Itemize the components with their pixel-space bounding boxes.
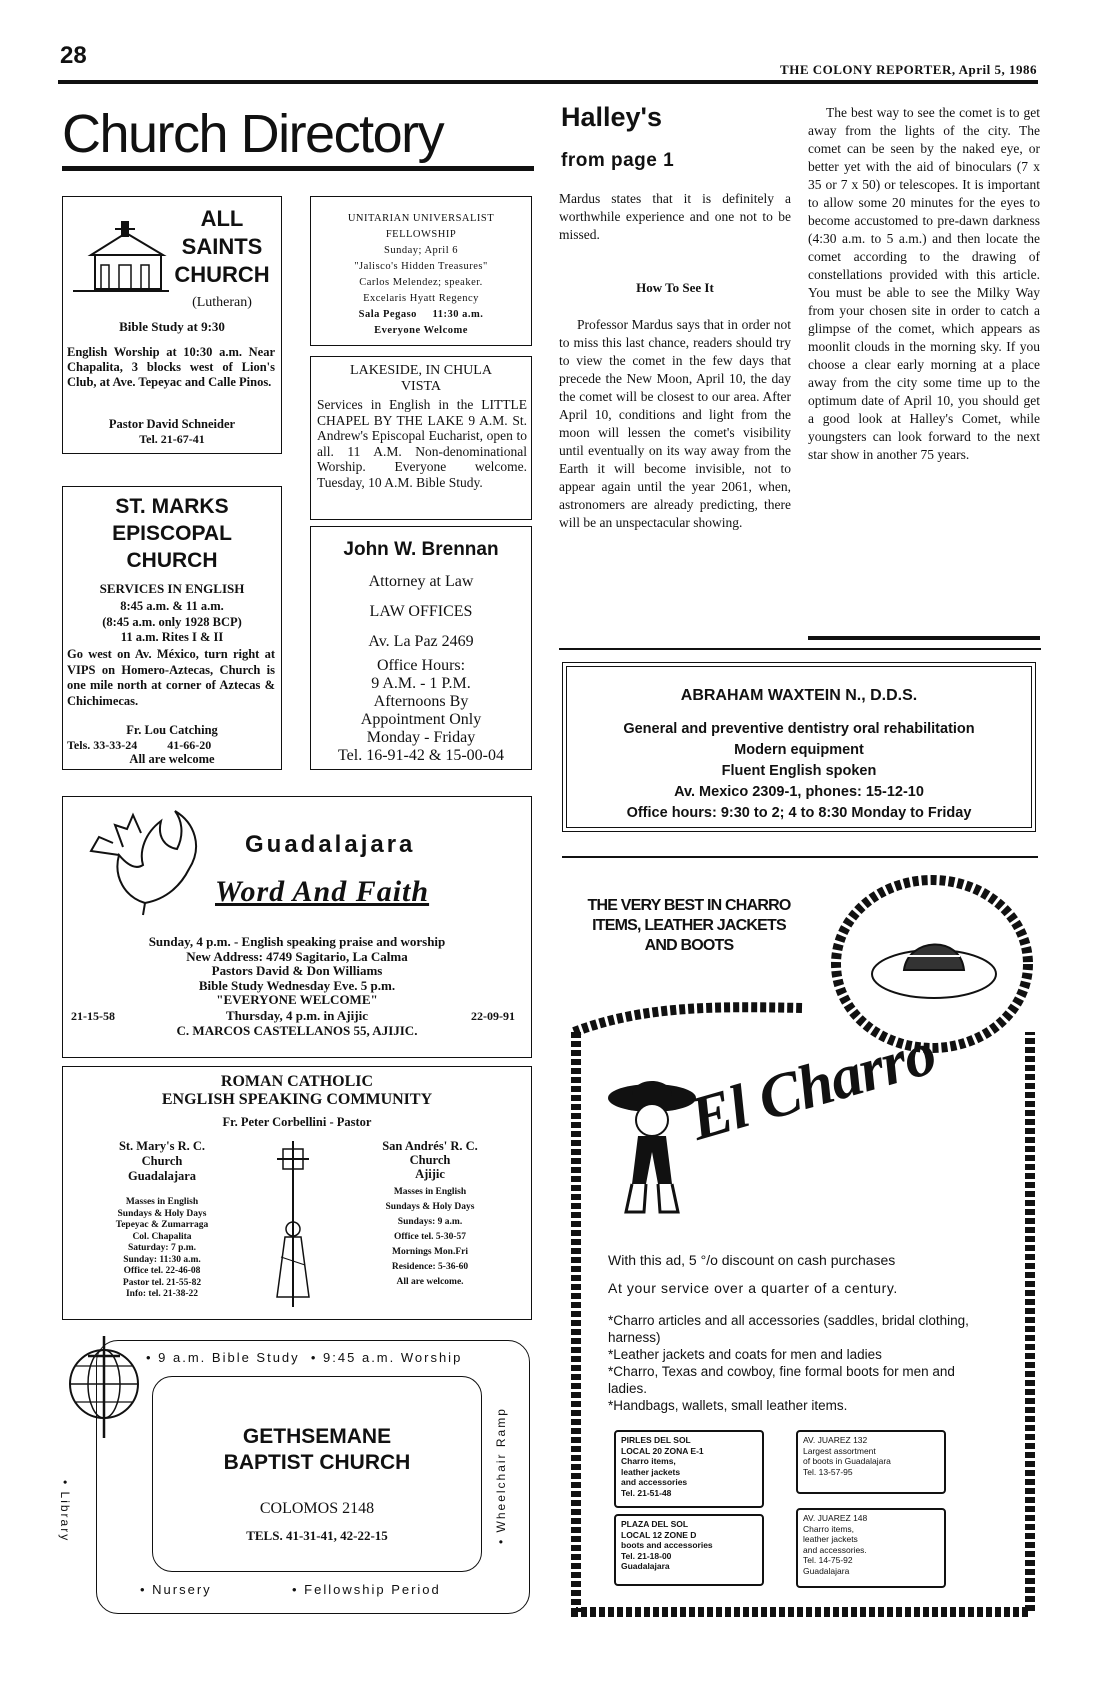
halleys-para-1: Mardus states that it is definitely a worthwhile experience and one not to be missed.: [559, 191, 791, 242]
gethsemane-tels: TELS. 41-31-41, 42-22-15: [246, 1528, 388, 1543]
brennan-tel: Tel. 16-91-42 & 15-00-04: [338, 747, 504, 764]
st-marks-name-3: CHURCH: [126, 549, 218, 572]
word-faith-l6: Thursday, 4 p.m. in Ajijic: [226, 1008, 368, 1023]
sombrero-icon: [864, 916, 1004, 1016]
page-number: 28: [60, 42, 87, 69]
store-card-2: [796, 1430, 946, 1494]
charro-headline-3: AND BOOTS: [644, 937, 734, 954]
san-andres-name-3: Ajijic: [415, 1167, 445, 1181]
store-3-l2: LOCAL 12 ZONE D: [621, 1529, 697, 1540]
brennan-appointment: Appointment Only: [360, 711, 482, 728]
lakeside-body: Services in English in the LITTLE CHAPEL BY THE LAKE 9 A.M. St. Andrew's Episcopal Eucharist, open to all. 11 A.M. Non-denominational Worship. Everyone welcome. Tuesday, 10 A.M. Bible Study.: [317, 397, 527, 490]
brennan-office: LAW OFFICES: [369, 603, 473, 620]
unitarian-l7: Everyone Welcome: [374, 325, 468, 336]
all-saints-bible-study: Bible Study at 9:30: [119, 319, 225, 334]
all-saints-denomination: (Lutheran): [192, 295, 252, 310]
st-marks-name-1: ST. MARKS: [115, 495, 229, 518]
roman-priest: Fr. Peter Corbellini - Pastor: [222, 1115, 372, 1129]
waxtein-l2: Modern equipment: [734, 742, 864, 758]
charro-discount: With this ad, 5 °/o discount on cash purchases: [608, 1252, 896, 1268]
all-saints-tel: Tel. 21-67-41: [139, 432, 205, 446]
store-4-l5: Tel. 14-75-92: [803, 1555, 853, 1565]
store-4-l4: and accessories.: [803, 1544, 867, 1555]
unitarian-l2: Sunday; April 6: [383, 245, 458, 256]
all-saints-ad: [62, 196, 282, 454]
san-andres-l7: All are welcome.: [396, 1277, 464, 1287]
charro-logo: El Charro: [682, 1019, 943, 1154]
st-marys-l7: Office tel. 22-46-08: [123, 1266, 201, 1276]
gethsemane-name-1: GETHSEMANE: [242, 1425, 392, 1448]
charro-item-2: *Leather jackets and coats for men and ladies: [608, 1347, 882, 1362]
directory-title: Church Directory: [62, 104, 444, 164]
word-faith-title-2: Word And Faith: [215, 875, 430, 908]
san-andres-l3: Sundays: 9 a.m.: [397, 1217, 463, 1227]
halleys-subhead: How To See It: [636, 280, 714, 295]
st-marys-l4: Col. Chapalita: [132, 1231, 192, 1242]
st-marys-l3: Tepeyac & Zumarraga: [115, 1220, 209, 1230]
st-marys-l6: Sunday: 11:30 a.m.: [123, 1254, 201, 1265]
store-3-l4: Tel. 21-18-00: [621, 1550, 672, 1561]
st-marks-body: Go west on Av. México, turn right at VIPS on Homero-Aztecas, Church is one mile north at corner of Aztecas & Chichimecas.: [67, 647, 275, 708]
st-marys-name-2: Church: [141, 1154, 183, 1168]
store-2-l1: AV. JUAREZ 132: [803, 1435, 868, 1445]
st-marys-l9: Info: tel. 21-38-22: [125, 1289, 199, 1299]
word-faith-l5: "EVERYONE WELCOME": [216, 992, 378, 1007]
st-marks-services: SERVICES IN ENGLISH: [99, 581, 245, 596]
gethsemane-ad: [58, 1330, 532, 1616]
store-1-l6: Tel. 21-51-48: [621, 1487, 672, 1498]
brennan-afternoons: Afternoons By: [373, 693, 469, 710]
waxtein-l5: Office hours: 9:30 to 2; 4 to 8:30 Monday to Friday: [626, 805, 972, 821]
gethsemane-address: COLOMOS 2148: [259, 1500, 375, 1517]
st-marks-welcome: All are welcome: [129, 752, 215, 766]
church-building-icon: [71, 219, 171, 297]
st-marks-note-1: (8:45 a.m. only 1928 BCP): [102, 615, 242, 629]
store-1-l4: leather jackets: [621, 1466, 681, 1477]
unitarian-l3: "Jalisco's Hidden Treasures": [354, 261, 488, 272]
store-4-l1: AV. JUAREZ 148: [803, 1513, 868, 1523]
store-1-l1: PIRLES DEL SOL: [621, 1435, 691, 1445]
st-marks-ad: [62, 486, 282, 770]
lakeside-ad: [310, 356, 532, 520]
gethsemane-ramp: • Wheelchair Ramp: [494, 1407, 508, 1544]
san-andres-name-1: San Andrés' R. C.: [382, 1139, 478, 1153]
dove-flame-icon: [85, 807, 205, 917]
all-saints-name-1: ALL: [200, 206, 244, 231]
word-faith-title-1: Guadalajara: [245, 831, 416, 858]
word-faith-l4: Bible Study Wednesday Eve. 5 p.m.: [198, 977, 396, 993]
waxtein-name: ABRAHAM WAXTEIN N., D.D.S.: [680, 687, 918, 704]
word-faith-l7: C. MARCOS CASTELLANOS 55, AJIJIC.: [176, 1023, 418, 1038]
st-marys-name-1: St. Mary's R. C.: [118, 1139, 206, 1153]
brennan-title: Attorney at Law: [368, 573, 474, 590]
word-faith-l2: New Address: 4749 Sagitario, La Calma: [186, 948, 408, 964]
word-faith-l1: Sunday, 4 p.m. - English speaking praise and worship: [148, 934, 446, 949]
gethsemane-fellowship: • Fellowship Period: [292, 1582, 441, 1597]
word-faith-tel-left: 21-15-58: [71, 1009, 115, 1023]
st-marks-tels: Tels. 33-33-24 41-66-20: [67, 738, 212, 752]
brennan-days: Monday - Friday: [366, 729, 476, 746]
st-marys-l8: Pastor tel. 21-55-82: [122, 1277, 202, 1288]
store-4-l6: Guadalajara: [803, 1565, 850, 1576]
charro-headline-1: THE VERY BEST IN CHARRO: [587, 897, 791, 914]
halleys-subtitle: from page 1: [561, 150, 675, 171]
column-rule: [559, 648, 1041, 650]
brennan-address: Av. La Paz 2469: [368, 633, 474, 650]
all-saints-name-2: SAINTS: [181, 234, 263, 259]
charro-item-4: *Handbags, wallets, small leather items.: [608, 1398, 848, 1413]
all-saints-pastor: Pastor David Schneider: [108, 417, 236, 431]
roman-title-2: ENGLISH SPEAKING COMMUNITY: [161, 1091, 433, 1108]
store-4-l2: Charro items,: [803, 1523, 855, 1534]
san-andres-l1: Masses in English: [393, 1187, 467, 1197]
st-marks-note-2: 11 a.m. Rites I & II: [120, 630, 224, 644]
store-1-l3: Charro items,: [621, 1456, 676, 1466]
st-marks-pastor: Fr. Lou Catching: [126, 723, 218, 737]
roman-catholic-ad: [62, 1066, 532, 1320]
san-andres-name-2: Church: [409, 1153, 451, 1167]
brennan-name: John W. Brennan: [343, 539, 499, 560]
all-saints-body: English Worship at 10:30 a.m. Near Chapalita, 3 blocks west of Lion's Club, at Ave. Tepeyac and Calle Pinos.: [67, 345, 275, 389]
halleys-title: Halley's: [561, 102, 662, 132]
waxtein-l1: General and preventive dentistry oral rehabilitation: [623, 721, 975, 737]
word-faith-l3: Pastors David & Don Williams: [211, 963, 383, 978]
charro-service: At your service over a quarter of a century.: [608, 1280, 898, 1296]
brennan-ad: [310, 526, 532, 770]
word-and-faith-ad: [62, 796, 532, 1058]
store-4-l3: leather jackets: [803, 1534, 858, 1544]
unitarian-ad: [310, 196, 532, 346]
store-3-l3: boots and accessories: [621, 1540, 713, 1550]
waxtein-l4: Av. Mexico 2309-1, phones: 15-12-10: [674, 784, 924, 800]
gethsemane-nursery: • Nursery: [140, 1582, 212, 1597]
store-2-l2: Largest assortment: [803, 1445, 876, 1456]
waxtein-l3: Fluent English spoken: [721, 763, 877, 779]
waxtein-ad: [562, 662, 1036, 832]
gethsemane-library: • Library: [58, 1480, 72, 1543]
gethsemane-name-2: BAPTIST CHURCH: [223, 1451, 411, 1474]
lakeside-title: LAKESIDE, IN CHULA VISTA: [350, 363, 492, 394]
brennan-hours: 9 A.M. - 1 P.M.: [371, 675, 471, 692]
store-2-l3: of boots in Guadalajara: [803, 1456, 891, 1466]
st-marks-name-2: EPISCOPAL: [112, 522, 232, 545]
san-andres-l5: Mornings Mon.Fri: [392, 1247, 468, 1257]
unitarian-l4: Carlos Melendez; speaker.: [359, 277, 483, 288]
masthead: THE COLONY REPORTER, April 5, 1986: [780, 62, 1037, 77]
san-andres-l4: Office tel. 5-30-57: [393, 1232, 466, 1242]
brennan-hours-label: Office Hours:: [376, 657, 466, 674]
st-marys-l1: Masses in English: [125, 1197, 199, 1207]
san-andres-l6: Residence: 5-36-60: [391, 1262, 469, 1272]
st-marys-l5: Saturday: 7 p.m.: [127, 1243, 197, 1253]
store-card-4: [796, 1508, 946, 1588]
roman-title-1: ROMAN CATHOLIC: [220, 1073, 374, 1090]
unitarian-l6: Sala Pegaso 11:30 a.m.: [358, 309, 484, 320]
st-marys-name-3: Guadalajara: [127, 1169, 197, 1183]
store-1-l5: and accessories: [621, 1477, 688, 1487]
st-marks-times: 8:45 a.m. & 11 a.m.: [120, 599, 224, 613]
charro-headline-2: ITEMS, LEATHER JACKETS: [592, 917, 786, 934]
charro-item-3: *Charro, Texas and cowboy, fine formal boots for men and ladies.: [608, 1364, 955, 1396]
word-faith-tel-right: 22-09-91: [471, 1009, 515, 1023]
store-3-l1: PLAZA DEL SOL: [621, 1519, 689, 1529]
store-1-l2: LOCAL 20 ZONA E-1: [621, 1445, 704, 1456]
san-andres-l2: Sundays & Holy Days: [385, 1202, 475, 1212]
st-marys-l2: Sundays & Holy Days: [117, 1208, 207, 1219]
charro-item-1: *Charro articles and all accessories (saddles, bridal clothing, harness): [608, 1313, 969, 1345]
unitarian-l1: UNITARIAN UNIVERSALIST FELLOWSHIP: [347, 213, 495, 240]
el-charro-ad: [562, 856, 1040, 1626]
store-3-l5: Guadalajara: [621, 1561, 670, 1571]
halleys-para-3: The best way to see the comet is to get away from the lights of the city. The comet can be seen by the naked eye, or better yet with the aid of binoculars (7 x 35 or 7 x 50) or telescopes. It is important to allow some 20 minutes for the eyes to become accustomed to pre-dawn darkness (4:30 a.m. to 5 a.m.) and then locate the comet according to the drawing of constellations provided with this article. You must be able to see the Milky Way from your chosen site in order to catch a glimpse of the comet, which appears as moonlit clouds in the morning sky. If you choose a clear early morning at a place away from the city some time up to the optimum date of April 10, you should get a good look at Halley's Comet, while youngsters can look forward to the next star show in another 75 years.: [808, 105, 1040, 462]
store-card-1: [614, 1430, 764, 1508]
unitarian-l5: Excelaris Hyatt Regency: [363, 293, 479, 304]
store-card-3: [614, 1514, 764, 1586]
halleys-para-2: Professor Mardus says that in order not to miss this last chance, readers should try to view the comet in the few days that precede the New Moon, April 10, the day the comet will be closest to our area. After April 10, conditions and light from the moon will lessen the comet's visibility until eventually on its way away from the Earth it will become invisible, not to appear again until the year 2061, when, astronomers are already predicting, there will be an unspectacular showing.: [559, 317, 791, 530]
crucifix-figure-icon: [263, 1137, 323, 1313]
all-saints-name-3: CHURCH: [174, 262, 270, 287]
header-rule: [58, 80, 1038, 84]
gethsemane-top: • 9 a.m. Bible Study • 9:45 a.m. Worship: [146, 1350, 463, 1365]
halleys-end-rule: [808, 636, 1040, 640]
store-2-l4: Tel. 13-57-95: [803, 1466, 853, 1477]
directory-title-rule: [62, 166, 534, 171]
